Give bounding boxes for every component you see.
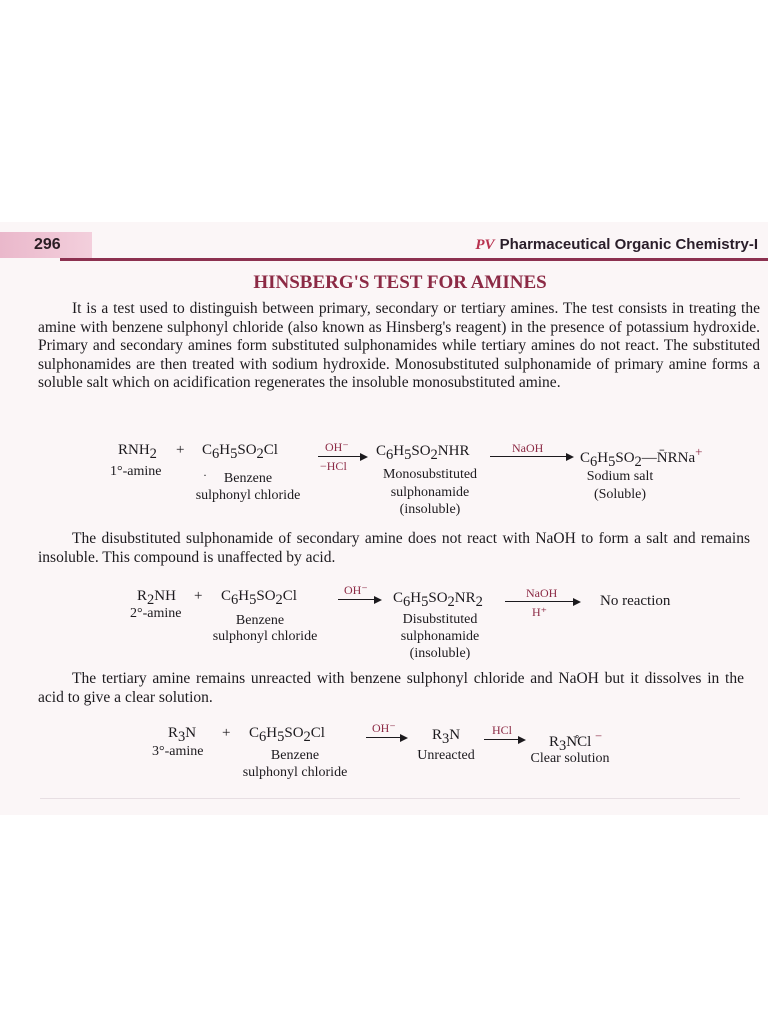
reagent-label-1: Benzene <box>235 613 285 628</box>
product-label-3: (insoluble) <box>399 502 461 517</box>
reagent-formula: $C_6H_5SO_2Cl$ <box>202 442 278 462</box>
plus-sign: + <box>222 725 231 741</box>
arrow2-condition-top: NaOH <box>526 586 558 600</box>
reaction-arrow <box>366 737 406 738</box>
arrow2-condition-top: NaOH <box>512 441 544 455</box>
page-number: 296 <box>0 232 92 258</box>
result-text: No reaction <box>600 593 671 609</box>
reagent-label-2: sulphonyl chloride <box>195 488 301 503</box>
arrow1-condition-top: OH⁻ <box>372 721 396 735</box>
arrow2-condition-top: HCl <box>492 723 513 737</box>
reaction-arrow <box>505 601 579 602</box>
reagent-formula: $C_6H_5SO_2Cl$ <box>221 588 297 608</box>
header-rule <box>60 258 768 261</box>
dot-mark: · <box>203 468 207 482</box>
book-title <box>475 236 758 254</box>
amine-label: 1°-amine <box>110 464 162 479</box>
reagent-label-1: Benzene <box>270 748 320 763</box>
reagent-label-2: sulphonyl chloride <box>242 765 348 780</box>
product-label-2: sulphonamide <box>400 629 480 644</box>
final-label: Clear solution <box>530 751 610 766</box>
footer-rule <box>40 798 740 799</box>
salt-label-1: Sodium salt <box>586 469 654 484</box>
plus-sign: + <box>176 442 185 458</box>
product-formula: $R_3N$ <box>432 727 461 747</box>
plus-sign: + <box>194 588 203 604</box>
paragraph-tertiary-text: The tertiary amine remains unreacted with benzene sulphonyl chloride and NaOH but it dissolves in the acid to give a clear solution. <box>38 670 744 706</box>
product-formula: $C_6H_5SO_2NR_2$ <box>393 590 483 610</box>
amine-label: 2°-amine <box>130 606 182 621</box>
reactant-rnh2: $RNH_2$ <box>118 442 157 462</box>
page-header <box>0 228 768 260</box>
arrow1-condition-top: OH⁻ <box>344 583 368 597</box>
salt-label-2: (Soluble) <box>593 487 647 502</box>
paragraph-intro <box>38 300 760 393</box>
arrow1-condition-top: OH⁻ <box>325 440 349 454</box>
paragraph-secondary-text: The disubstituted sulphonamide of secondary amine does not react with NaOH to form a salt and remains insoluble. This compound is unaffected by acid. <box>38 530 750 566</box>
product-label-3: (insoluble) <box>409 646 471 661</box>
reaction-arrow <box>318 456 366 457</box>
book-title-text: Pharmaceutical Organic Chemistry-I <box>499 236 758 253</box>
reactant-r2nh: $R_2NH$ <box>137 588 176 608</box>
amine-label: 3°-amine <box>152 744 204 759</box>
product-label-2: sulphonamide <box>390 485 470 500</box>
arrow1-condition-bottom: −HCl <box>320 459 347 473</box>
publisher-logo: PV <box>475 237 495 253</box>
reagent-label-2: sulphonyl chloride <box>212 629 318 644</box>
product-label: Unreacted <box>417 748 475 763</box>
section-title: HINSBERG'S TEST FOR AMINES <box>253 272 547 293</box>
paragraph-tertiary <box>38 670 744 707</box>
paragraph-secondary <box>38 530 750 567</box>
reagent-label-1: Benzene <box>223 471 273 486</box>
reaction-arrow <box>338 599 380 600</box>
reagent-formula: $C_6H_5SO_2Cl$ <box>249 725 325 745</box>
final-formula: $R_3N̊Cl$ − <box>549 729 603 754</box>
reaction-arrow <box>490 456 572 457</box>
product-label-1: Monosubstituted <box>382 467 478 482</box>
reaction-arrow <box>484 739 524 740</box>
reactant-r3n: $R_3N$ <box>168 725 197 745</box>
product-label-1: Disubstituted <box>402 612 478 627</box>
product-formula: $C_6H_5SO_2NHR$ <box>376 443 470 463</box>
arrow2-condition-bottom: H⁺ <box>532 605 547 619</box>
paragraph-intro-text: It is a test used to distinguish between primary, secondary or tertiary amines. The test consists in treating the amine with benzene sulphonyl chloride (also known as Hinsberg's reagent) in the presence of potassium hydroxide. Primary and secondary amines form substituted sulphonamides while tertiary amines do not react. The substituted sulphonamides are then treated with sodium hydroxide. Monosubstituted sulphonamide of primary amine forms a soluble salt which on acidification regenerates the insoluble monosubstituted amine. <box>38 300 760 392</box>
salt-formula: $C_6H_5SO_2—N̄RNa^+$ <box>580 444 703 470</box>
